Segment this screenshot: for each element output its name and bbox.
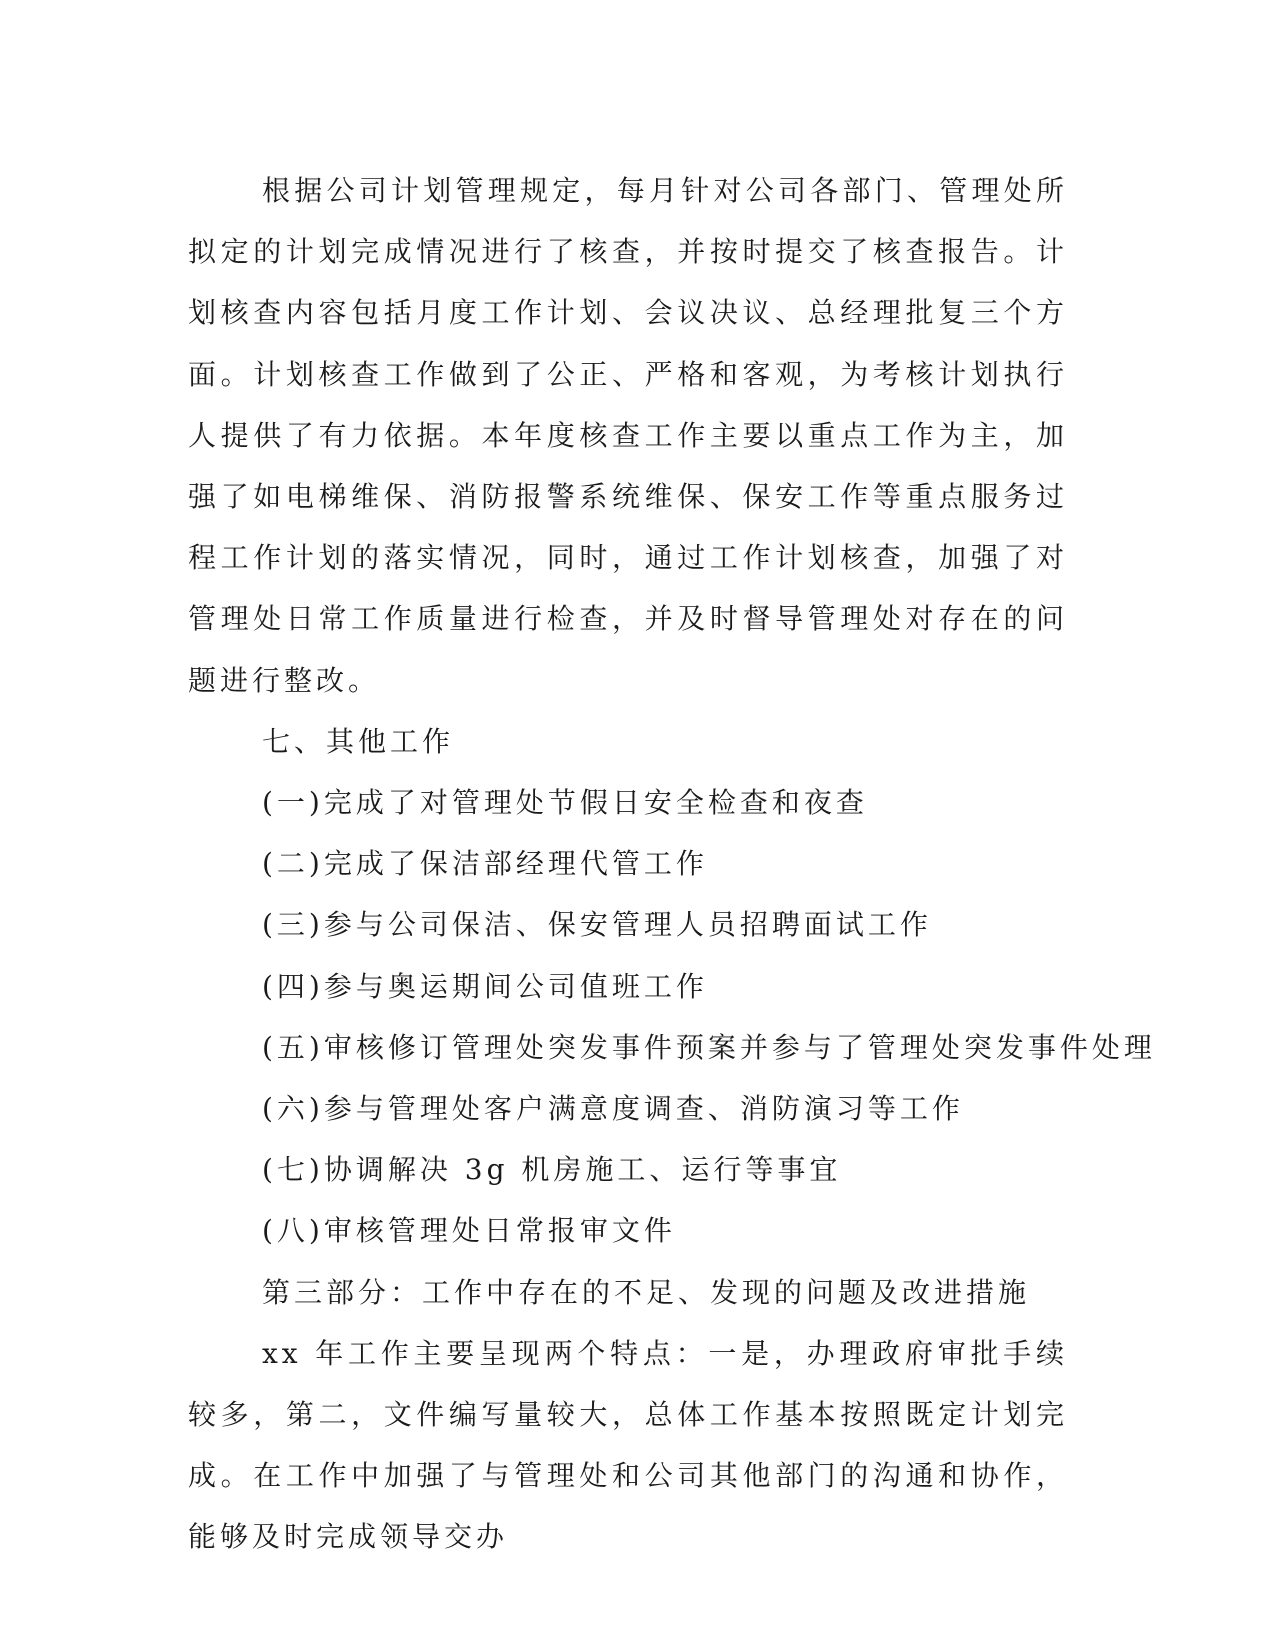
other-work-item-1: (一)完成了对管理处节假日安全检查和夜查 [262,786,868,820]
other-work-item-5: (五)审核修订管理处突发事件预案并参与了管理处突发事件处理 [262,1030,1156,1064]
other-work-item-4: (四)参与奥运期间公司值班工作 [262,969,708,1003]
document-body [188,160,1156,1568]
section-seven-heading: 七、其他工作 [262,724,455,758]
other-work-item-7: (七)协调解决 3g 机房施工、运行等事宜 [262,1153,842,1187]
part-three-heading: 第三部分：工作中存在的不足、发现的问题及改进措施 [262,1275,1031,1309]
other-work-item-8: (八)审核管理处日常报审文件 [262,1214,676,1248]
other-work-item-6: (六)参与管理处客户满意度调查、消防演习等工作 [262,1092,964,1126]
paragraph-part-three: xx 年工作主要呈现两个特点：一是，办理政府审批手续较多，第二，文件编写量较大，总体工作基本按照既定计划完成。在工作中加强了与管理处和公司其他部门的沟通和协作，能够及时完成领导交办 [188,1336,1068,1554]
other-work-item-2: (二)完成了保洁部经理代管工作 [262,847,708,881]
paragraph-plan-check: 根据公司计划管理规定，每月针对公司各部门、管理处所拟定的计划完成情况进行了核查，并按时提交了核查报告。计划核查内容包括月度工作计划、会议决议、总经理批复三个方面。计划核查工作做到了公正、严格和客观，为考核计划执行人提供了有力依据。本年度核查工作主要以重点工作为主，加强了如电梯维保、消防报警系统维保、保安工作等重点服务过程工作计划的落实情况，同时，通过工作计划核查，加强了对管理处日常工作质量进行检查，并及时督导管理处对存在的问题进行整改。 [188,174,1068,697]
other-work-item-3: (三)参与公司保洁、保安管理人员招聘面试工作 [262,908,932,942]
